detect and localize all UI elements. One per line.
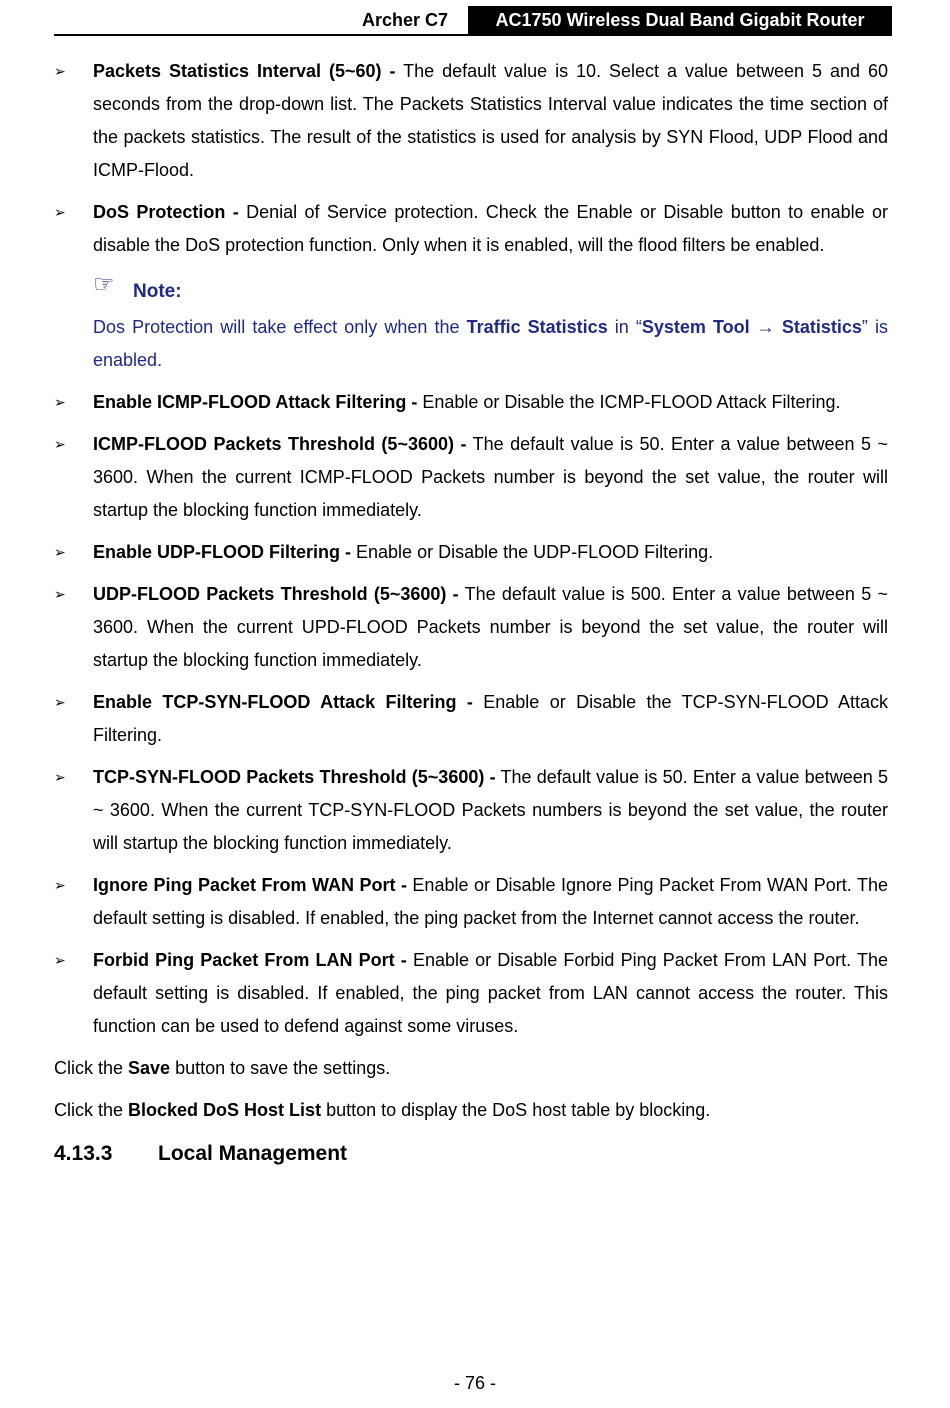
section-number: 4.13.3 xyxy=(54,1142,113,1165)
item-term: Enable TCP-SYN-FLOOD Attack Filtering - xyxy=(93,692,473,712)
note-text-part: Dos Protection will take effect only when the xyxy=(93,317,467,337)
item-desc: The default value is 10. Select a value between 5 and 60 seconds from the drop-down list. The Packets Statistics Interval value indicates the time section of the packets statistics. The result of the statistics is used for analysis by SYN Flood, UDP Flood and ICMP-Flood. xyxy=(93,61,888,180)
note-text xyxy=(93,311,888,377)
arrow-bullet-icon: ➢ xyxy=(54,694,66,710)
header-model: Archer C7 xyxy=(361,10,448,30)
list-item xyxy=(54,196,888,262)
note-bold-part: System Tool → Statistics xyxy=(641,317,862,337)
para-text: button to save the settings. xyxy=(170,1058,391,1078)
arrow-bullet-icon: ➢ xyxy=(54,394,66,410)
item-desc: Enable or Disable the TCP-SYN-FLOOD Attack Filtering. xyxy=(93,692,888,745)
para-text: button to display the DoS host table by blocking. xyxy=(321,1100,711,1120)
item-term: Forbid Ping Packet From LAN Port - xyxy=(93,950,407,970)
section-title: Local Management xyxy=(158,1142,348,1165)
arrow-bullet-icon: ➢ xyxy=(54,877,66,893)
arrow-bullet-icon: ➢ xyxy=(54,436,66,452)
item-desc: Enable or Disable Forbid Ping Packet From LAN Port. The default setting is disabled. If enabled, the ping packet from LAN cannot access the router. This function can be used to defend against some viruses. xyxy=(93,950,888,1036)
list-item xyxy=(54,428,888,527)
note-header xyxy=(93,271,888,311)
item-term: Ignore Ping Packet From WAN Port - xyxy=(93,875,407,895)
item-term: Enable UDP-FLOOD Filtering - xyxy=(93,542,352,562)
item-desc: Denial of Service protection. Check the Enable or Disable button to enable or disable the DoS protection function. Only when it is enabled, will the flood filters be enabled. xyxy=(93,202,888,255)
item-desc: Enable or Disable the ICMP-FLOOD Attack Filtering. xyxy=(417,392,841,412)
item-desc: The default value is 500. Enter a value between 5 ~ 3600. When the current UPD-FLOOD Packets number is beyond the set value, the router will startup the blocking function immediately. xyxy=(93,584,888,670)
list-item xyxy=(54,761,888,860)
list-item xyxy=(54,55,888,187)
para-bold: Save xyxy=(128,1058,171,1078)
list-item xyxy=(54,944,888,1043)
item-term: TCP-SYN-FLOOD Packets Threshold (5~3600) - xyxy=(93,767,496,787)
arrow-bullet-icon: ➢ xyxy=(54,586,66,602)
header-product: AC1750 Wireless Dual Band Gigabit Router xyxy=(468,6,892,34)
item-desc: Enable or Disable Ignore Ping Packet From WAN Port. The default setting is disabled. If enabled, the ping packet from the Internet cannot access the router. xyxy=(93,875,888,928)
section-heading xyxy=(54,1137,888,1170)
page-content xyxy=(54,55,888,1170)
item-term: Packets Statistics Interval (5~60) - xyxy=(93,61,396,81)
item-desc: The default value is 50. Enter a value between 5 ~ 3600. When the current TCP-SYN-FLOOD Packets numbers is beyond the set value, the router will startup the blocking function immediately. xyxy=(93,767,888,853)
list-item xyxy=(54,386,888,419)
page-header xyxy=(54,4,892,36)
note-title: Note: xyxy=(133,281,182,302)
para-text: Click the xyxy=(54,1100,129,1120)
item-desc: Enable or Disable the UDP-FLOOD Filtering. xyxy=(351,542,714,562)
save-paragraph xyxy=(54,1052,888,1085)
arrow-bullet-icon: ➢ xyxy=(54,63,66,79)
note-box xyxy=(54,271,888,377)
arrow-bullet-icon: ➢ xyxy=(54,544,66,560)
item-term: Enable ICMP-FLOOD Attack Filtering - xyxy=(93,392,418,412)
note-bold-part: Traffic Statistics xyxy=(466,317,608,337)
arrow-bullet-icon: ➢ xyxy=(54,769,66,785)
item-term: UDP-FLOOD Packets Threshold (5~3600) - xyxy=(93,584,459,604)
list-item xyxy=(54,686,888,752)
note-text-part: in “ xyxy=(607,317,642,337)
list-item xyxy=(54,578,888,677)
arrow-bullet-icon: ➢ xyxy=(54,204,66,220)
item-term: DoS Protection - xyxy=(93,202,239,222)
note-text-part: ” is enabled. xyxy=(93,317,888,370)
page-number: - 76 - xyxy=(453,1373,496,1393)
pointing-hand-icon: ☞ xyxy=(93,271,115,298)
list-item xyxy=(54,869,888,935)
arrow-bullet-icon: ➢ xyxy=(54,952,66,968)
para-text: Click the xyxy=(54,1058,129,1078)
item-term: ICMP-FLOOD Packets Threshold (5~3600) - xyxy=(93,434,467,454)
item-desc: The default value is 50. Enter a value between 5 ~ 3600. When the current ICMP-FLOOD Packets number is beyond the set value, the router will startup the blocking function immediately. xyxy=(93,434,888,520)
list-item xyxy=(54,536,888,569)
blocked-host-paragraph xyxy=(54,1094,888,1127)
para-bold: Blocked DoS Host List xyxy=(128,1100,322,1120)
